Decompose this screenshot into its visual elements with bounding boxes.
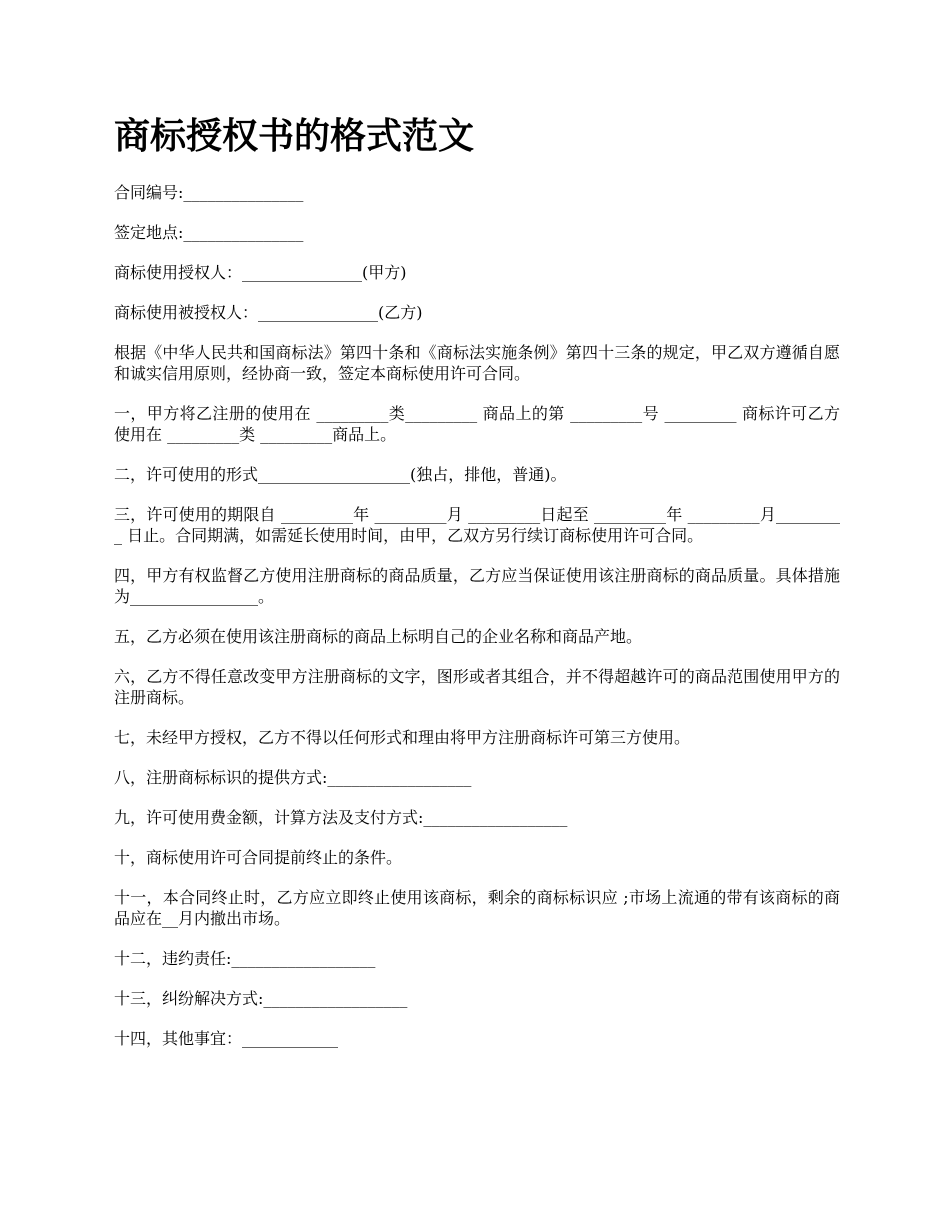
- clause-12: 十二，违约责任:__________________: [114, 949, 376, 968]
- contract-number-line: 合同编号:_______________: [114, 183, 304, 202]
- clause-5: 五，乙方必须在使用该注册商标的商品上标明自己的企业名称和商品产地。: [114, 627, 643, 646]
- clause-8: 八，注册商标标识的提供方式:__________________: [114, 768, 472, 787]
- preamble-paragraph: 根据《中华人民共和国商标法》第四十条和《商标法实施条例》第四十三条的规定，甲乙双方遵循自愿和诚实信用原则，经协商一致，签定本商标使用许可合同。: [114, 343, 840, 383]
- clause-9: 九，许可使用费金额，计算方法及支付方式:__________________: [114, 808, 568, 827]
- clause-10: 十，商标使用许可合同提前终止的条件。: [114, 848, 403, 867]
- clause-13: 十三，纠纷解决方式:__________________: [114, 989, 408, 1008]
- clause-14: 十四，其他事宜：____________: [114, 1029, 339, 1048]
- clause-3: 三，许可使用的期限自 _________年 _________月 _________日起至 _________年 _________月_________ 日止。合同期满，如需延长使用时间，由甲，乙双方另行续订商标使用许可合同。: [114, 505, 840, 545]
- clause-2: 二，许可使用的形式___________________(独占，排他，普通)。: [114, 465, 567, 484]
- licensee-line: 商标使用被授权人：_______________(乙方): [114, 303, 423, 322]
- document-title: 商标授权书的格式范文: [114, 115, 475, 157]
- document-page: [114, 112, 840, 1068]
- clause-4: 四，甲方有权监督乙方使用注册商标的商品质量，乙方应当保证使用该注册商标的商品质量。具体措施为________________。: [114, 566, 840, 606]
- clause-1: 一，甲方将乙注册的使用在 _________类_________ 商品上的第 _________号 _________ 商标许可乙方使用在 _________类 _________商品上。: [114, 404, 840, 444]
- clause-6: 六，乙方不得任意改变甲方注册商标的文字，图形或者其组合，并不得超越许可的商品范围使用甲方的注册商标。: [114, 667, 840, 707]
- licensor-line: 商标使用授权人：_______________(甲方): [114, 263, 407, 282]
- clause-11: 十一，本合同终止时，乙方应立即终止使用该商标，剩余的商标标识应 ;市场上流通的带有该商标的商品应在__月内撤出市场。: [114, 888, 840, 928]
- clause-7: 七，未经甲方授权，乙方不得以任何形式和理由将甲方注册商标许可第三方使用。: [114, 728, 691, 747]
- signing-location-line: 签定地点:_______________: [114, 223, 304, 242]
